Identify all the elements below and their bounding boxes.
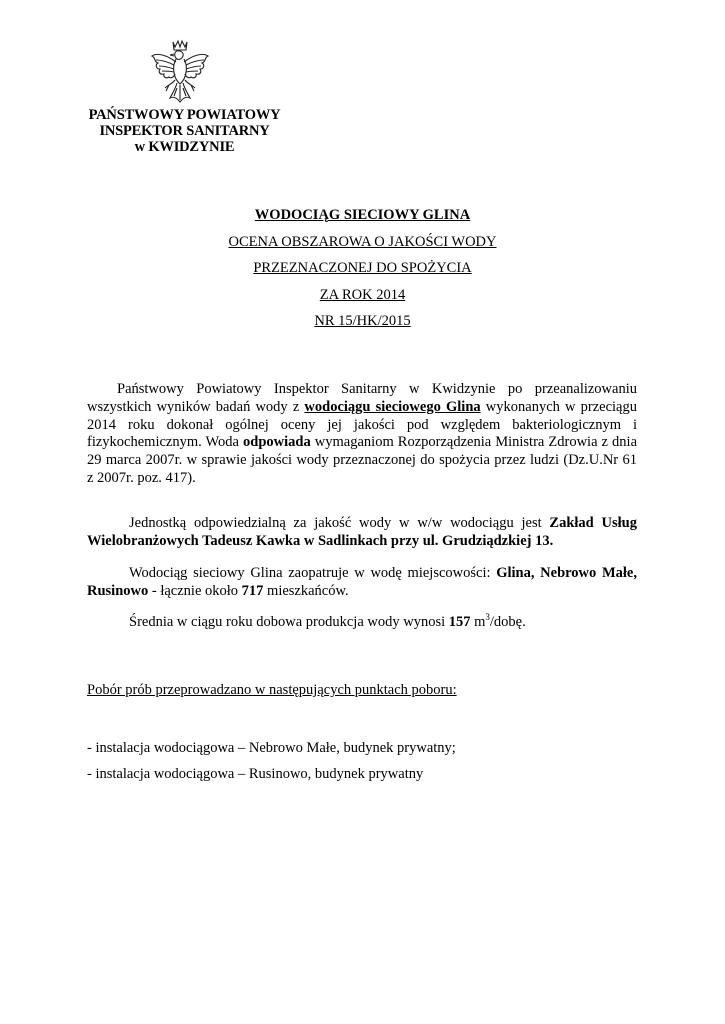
sampling-points-title: Pobór prób przeprowadzano w następujących punktach poboru: bbox=[87, 682, 457, 698]
assessment-text-1: Państwowy Powiatowy Inspektor Sanitarny w Kwidzynie po przeanalizowaniu wszystkich wyników badań wody z bbox=[87, 381, 637, 415]
polish-eagle-emblem bbox=[150, 38, 210, 106]
assessment-text-3: wymaganiom Rozporządzenia Ministra Zdrowia z dnia 29 marca 2007r. w sprawie jakości wody przeznaczonej do spożycia przez ludzi (Dz.U.Nr 61 z 2007r. poz. 417). bbox=[87, 434, 637, 486]
document-titles bbox=[0, 202, 725, 335]
title-line-3: ZA ROK 2014 bbox=[319, 286, 406, 303]
assessment-text-2: wykonanych w przeciągu 2014 roku dokonał ogólnej oceny jej jakości pod względem bakteriologicznym i fizykochemicznym. Woda bbox=[87, 398, 637, 451]
title-line-4: NR 15/HK/2015 bbox=[314, 313, 411, 329]
document-main-title: WODOCIĄG SIECIOWY GLINA bbox=[254, 207, 471, 223]
title-line-1: OCENA OBSZAROWA O JAKOŚCI WODY bbox=[228, 233, 497, 250]
sampling-point-item: - instalacja wodociągowa – Rusinowo, budynek prywatny bbox=[87, 766, 424, 782]
supplied-localities: Glina, Nebrowo Małe, Rusinowo bbox=[87, 565, 637, 599]
responsible-unit-text: Jednostką odpowiedzialną za jakość wody w w/w wodociągu jest bbox=[129, 515, 550, 531]
supply-area-paragraph bbox=[87, 565, 637, 601]
sampling-point-item: - instalacja wodociągowa – Nebrowo Małe, budynek prywatny; bbox=[87, 740, 456, 756]
daily-production-value: 157 bbox=[448, 614, 471, 630]
production-paragraph bbox=[87, 614, 637, 632]
residents-count: 717 bbox=[241, 582, 264, 599]
supply-text-1: Wodociąg sieciowy Glina zaopatruje w wodę miejscowości: bbox=[129, 565, 497, 581]
compliance-verdict: odpowiada bbox=[243, 434, 311, 451]
responsible-company: Zakład Usług Wielobranżowych Tadeusz Kawka w Sadlinkach przy ul. Grudziądzkiej 13. bbox=[87, 515, 637, 549]
authority-header bbox=[82, 107, 287, 155]
supply-text-3: mieszkańców. bbox=[263, 582, 349, 599]
responsible-unit-paragraph bbox=[87, 515, 637, 551]
supply-text-2: - łącznie około bbox=[148, 582, 242, 599]
authority-line-2: INSPEKTOR SANITARNY bbox=[99, 123, 270, 139]
unit-exponent: 3 bbox=[485, 612, 490, 623]
title-line-2: PRZEZNACZONEJ DO SPOŻYCIA bbox=[253, 260, 472, 276]
authority-line-3: w KWIDZYNIE bbox=[134, 139, 235, 155]
production-unit: m bbox=[470, 614, 486, 630]
production-text-1: Średnia w ciągu roku dobowa produkcja wody wynosi bbox=[129, 614, 449, 630]
authority-line-1: PAŃSTWOWY POWIATOWY bbox=[88, 107, 281, 123]
waterworks-name: wodociągu sieciowego Glina bbox=[304, 398, 481, 415]
assessment-paragraph bbox=[87, 381, 637, 488]
production-text-2: /dobę. bbox=[489, 614, 526, 630]
